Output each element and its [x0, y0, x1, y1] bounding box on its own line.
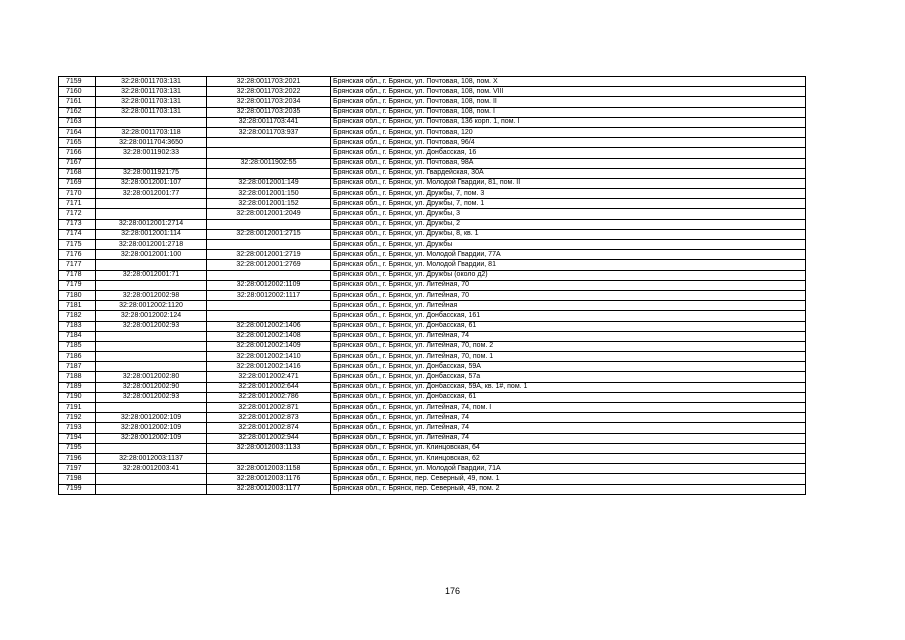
parcel-number-cell: 32:28:0012002:124 — [96, 311, 207, 321]
address-cell: Брянская обл., г. Брянск, ул. Дружбы, 7, пом. 3 — [331, 189, 806, 199]
address-cell: Брянская обл., г. Брянск, ул. Почтовая, 108, пом. I — [331, 107, 806, 117]
object-number-cell: 32:28:0012001:2715 — [207, 229, 331, 239]
parcel-number-cell: 32:28:0012001:2714 — [96, 219, 207, 229]
object-number-cell: 32:28:0012001:2769 — [207, 260, 331, 270]
parcel-number-cell: 32:28:0012001:71 — [96, 270, 207, 280]
address-cell: Брянская обл., г. Брянск, пер. Северный, 49, пом. 2 — [331, 484, 806, 494]
table-row — [59, 87, 806, 97]
row-number-cell: 7182 — [59, 311, 96, 321]
parcel-number-cell: 32:28:0012002:90 — [96, 382, 207, 392]
object-number-cell — [207, 453, 331, 463]
object-number-cell: 32:28:0012002:786 — [207, 392, 331, 402]
address-cell: Брянская обл., г. Брянск, ул. Почтовая, 108, пом. II — [331, 97, 806, 107]
object-number-cell — [207, 138, 331, 148]
table-row — [59, 168, 806, 178]
row-number-cell: 7169 — [59, 178, 96, 188]
address-cell: Брянская обл., г. Брянск, ул. Донбасская, 61 — [331, 392, 806, 402]
object-number-cell — [207, 240, 331, 250]
table-row — [59, 290, 806, 300]
row-number-cell: 7199 — [59, 484, 96, 494]
object-number-cell: 32:28:0011703:2035 — [207, 107, 331, 117]
object-number-cell — [207, 270, 331, 280]
registry-table — [58, 76, 806, 495]
row-number-cell: 7174 — [59, 229, 96, 239]
address-cell: Брянская обл., г. Брянск, ул. Клинцовская, 64 — [331, 443, 806, 453]
address-cell: Брянская обл., г. Брянск, пер. Северный, 49, пом. 1 — [331, 474, 806, 484]
table-row — [59, 158, 806, 168]
address-cell: Брянская обл., г. Брянск, ул. Дружбы — [331, 240, 806, 250]
row-number-cell: 7191 — [59, 403, 96, 413]
parcel-number-cell — [96, 341, 207, 351]
address-cell: Брянская обл., г. Брянск, ул. Почтовая, 120 — [331, 127, 806, 137]
table-row — [59, 321, 806, 331]
parcel-number-cell: 32:28:0012003:41 — [96, 464, 207, 474]
address-cell: Брянская обл., г. Брянск, ул. Гвардейская, 30А — [331, 168, 806, 178]
parcel-number-cell: 32:28:0011921:75 — [96, 168, 207, 178]
parcel-number-cell: 32:28:0012001:107 — [96, 178, 207, 188]
table-row — [59, 199, 806, 209]
parcel-number-cell — [96, 352, 207, 362]
address-cell: Брянская обл., г. Брянск, ул. Почтовая, 108, пом. X — [331, 77, 806, 87]
table-row — [59, 311, 806, 321]
address-cell: Брянская обл., г. Брянск, ул. Литейная, 74, пом. I — [331, 403, 806, 413]
object-number-cell: 32:28:0012001:2049 — [207, 209, 331, 219]
row-number-cell: 7176 — [59, 250, 96, 260]
parcel-number-cell — [96, 331, 207, 341]
object-number-cell — [207, 311, 331, 321]
parcel-number-cell: 32:28:0012002:80 — [96, 372, 207, 382]
row-number-cell: 7171 — [59, 199, 96, 209]
table-row — [59, 464, 806, 474]
row-number-cell: 7181 — [59, 301, 96, 311]
object-number-cell: 32:28:0012002:1416 — [207, 362, 331, 372]
parcel-number-cell — [96, 403, 207, 413]
table-row — [59, 341, 806, 351]
row-number-cell: 7179 — [59, 280, 96, 290]
table-row — [59, 352, 806, 362]
object-number-cell: 32:28:0011703:2034 — [207, 97, 331, 107]
row-number-cell: 7184 — [59, 331, 96, 341]
address-cell: Брянская обл., г. Брянск, ул. Донбасская, 161 — [331, 311, 806, 321]
parcel-number-cell: 32:28:0012001:77 — [96, 189, 207, 199]
object-number-cell: 32:28:0012002:1117 — [207, 290, 331, 300]
address-cell: Брянская обл., г. Брянск, ул. Донбасская, 57а — [331, 372, 806, 382]
row-number-cell: 7165 — [59, 138, 96, 148]
object-number-cell — [207, 168, 331, 178]
parcel-number-cell: 32:28:0012002:93 — [96, 321, 207, 331]
table-row — [59, 219, 806, 229]
address-cell: Брянская обл., г. Брянск, ул. Дружбы, 7, пом. 1 — [331, 199, 806, 209]
object-number-cell: 32:28:0012003:1177 — [207, 484, 331, 494]
table-row — [59, 260, 806, 270]
table-row — [59, 280, 806, 290]
row-number-cell: 7190 — [59, 392, 96, 402]
parcel-number-cell: 32:28:0011704:3650 — [96, 138, 207, 148]
address-cell: Брянская обл., г. Брянск, ул. Молодой Гвардии, 81 — [331, 260, 806, 270]
address-cell: Брянская обл., г. Брянск, ул. Литейная, 74 — [331, 331, 806, 341]
object-number-cell: 32:28:0012001:152 — [207, 199, 331, 209]
parcel-number-cell — [96, 158, 207, 168]
object-number-cell: 32:28:0012002:1109 — [207, 280, 331, 290]
parcel-number-cell — [96, 209, 207, 219]
object-number-cell: 32:28:0012003:1133 — [207, 443, 331, 453]
address-cell: Брянская обл., г. Брянск, ул. Почтовая, 136 корп. 1, пом. I — [331, 117, 806, 127]
table-row — [59, 148, 806, 158]
object-number-cell: 32:28:0012003:1158 — [207, 464, 331, 474]
address-cell: Брянская обл., г. Брянск, ул. Почтовая, 98А — [331, 158, 806, 168]
address-cell: Брянская обл., г. Брянск, ул. Почтовая, 108, пом. VIII — [331, 87, 806, 97]
table-row — [59, 423, 806, 433]
object-number-cell: 32:28:0011703:441 — [207, 117, 331, 127]
row-number-cell: 7172 — [59, 209, 96, 219]
table-row — [59, 240, 806, 250]
address-cell: Брянская обл., г. Брянск, ул. Дружбы, 3 — [331, 209, 806, 219]
table-row — [59, 433, 806, 443]
row-number-cell: 7163 — [59, 117, 96, 127]
parcel-number-cell: 32:28:0012001:2718 — [96, 240, 207, 250]
parcel-number-cell: 32:28:0012001:114 — [96, 229, 207, 239]
object-number-cell: 32:28:0012002:1408 — [207, 331, 331, 341]
address-cell: Брянская обл., г. Брянск, ул. Литейная, 74 — [331, 433, 806, 443]
table-row — [59, 77, 806, 87]
table-row — [59, 392, 806, 402]
row-number-cell: 7189 — [59, 382, 96, 392]
address-cell: Брянская обл., г. Брянск, ул. Молодой Гвардии, 71А — [331, 464, 806, 474]
parcel-number-cell: 32:28:0011703:131 — [96, 107, 207, 117]
table-row — [59, 453, 806, 463]
parcel-number-cell: 32:28:0011703:118 — [96, 127, 207, 137]
parcel-number-cell: 32:28:0011703:131 — [96, 97, 207, 107]
parcel-number-cell — [96, 260, 207, 270]
row-number-cell: 7159 — [59, 77, 96, 87]
parcel-number-cell: 32:28:0011703:131 — [96, 87, 207, 97]
object-number-cell: 32:28:0012001:150 — [207, 189, 331, 199]
row-number-cell: 7167 — [59, 158, 96, 168]
row-number-cell: 7187 — [59, 362, 96, 372]
row-number-cell: 7192 — [59, 413, 96, 423]
table-row — [59, 250, 806, 260]
parcel-number-cell — [96, 474, 207, 484]
row-number-cell: 7168 — [59, 168, 96, 178]
parcel-number-cell: 32:28:0011703:131 — [96, 77, 207, 87]
row-number-cell: 7166 — [59, 148, 96, 158]
address-cell: Брянская обл., г. Брянск, ул. Литейная, 70 — [331, 280, 806, 290]
row-number-cell: 7161 — [59, 97, 96, 107]
object-number-cell: 32:28:0012002:471 — [207, 372, 331, 382]
object-number-cell: 32:28:0012003:1176 — [207, 474, 331, 484]
page-number: 176 — [444, 586, 461, 596]
row-number-cell: 7164 — [59, 127, 96, 137]
row-number-cell: 7175 — [59, 240, 96, 250]
row-number-cell: 7160 — [59, 87, 96, 97]
address-cell: Брянская обл., г. Брянск, ул. Литейная, 70, пом. 1 — [331, 352, 806, 362]
address-cell: Брянская обл., г. Брянск, ул. Дружбы, 2 — [331, 219, 806, 229]
row-number-cell: 7195 — [59, 443, 96, 453]
address-cell: Брянская обл., г. Брянск, ул. Почтовая, 96/4 — [331, 138, 806, 148]
address-cell: Брянская обл., г. Брянск, ул. Литейная, 70 — [331, 290, 806, 300]
object-number-cell: 32:28:0011902:55 — [207, 158, 331, 168]
table-row — [59, 331, 806, 341]
object-number-cell: 32:28:0012002:1406 — [207, 321, 331, 331]
address-cell: Брянская обл., г. Брянск, ул. Литейная, 70, пом. 2 — [331, 341, 806, 351]
table-row — [59, 382, 806, 392]
table-row — [59, 178, 806, 188]
object-number-cell: 32:28:0012002:873 — [207, 413, 331, 423]
table-row — [59, 209, 806, 219]
address-cell: Брянская обл., г. Брянск, ул. Литейная, 74 — [331, 413, 806, 423]
object-number-cell: 32:28:0012002:1409 — [207, 341, 331, 351]
object-number-cell: 32:28:0012001:149 — [207, 178, 331, 188]
address-cell: Брянская обл., г. Брянск, ул. Донбасская, 16 — [331, 148, 806, 158]
row-number-cell: 7186 — [59, 352, 96, 362]
address-cell: Брянская обл., г. Брянск, ул. Дружбы (около д2) — [331, 270, 806, 280]
parcel-number-cell: 32:28:0012002:109 — [96, 413, 207, 423]
parcel-number-cell — [96, 484, 207, 494]
object-number-cell: 32:28:0011703:937 — [207, 127, 331, 137]
table-row — [59, 301, 806, 311]
parcel-number-cell — [96, 280, 207, 290]
table-row — [59, 127, 806, 137]
object-number-cell — [207, 219, 331, 229]
parcel-number-cell — [96, 117, 207, 127]
object-number-cell: 32:28:0012002:644 — [207, 382, 331, 392]
address-cell: Брянская обл., г. Брянск, ул. Донбасская, 59А, кв. 1#, пом. 1 — [331, 382, 806, 392]
parcel-number-cell: 32:28:0012002:1120 — [96, 301, 207, 311]
row-number-cell: 7162 — [59, 107, 96, 117]
object-number-cell: 32:28:0012002:871 — [207, 403, 331, 413]
object-number-cell: 32:28:0012002:944 — [207, 433, 331, 443]
table-row — [59, 189, 806, 199]
row-number-cell: 7180 — [59, 290, 96, 300]
parcel-number-cell: 32:28:0012003:1137 — [96, 453, 207, 463]
object-number-cell: 32:28:0011703:2021 — [207, 77, 331, 87]
address-cell: Брянская обл., г. Брянск, ул. Молодой Гвардии, 77А — [331, 250, 806, 260]
registry-table-body — [59, 77, 806, 495]
parcel-number-cell: 32:28:0012002:109 — [96, 433, 207, 443]
parcel-number-cell — [96, 199, 207, 209]
table-row — [59, 372, 806, 382]
row-number-cell: 7178 — [59, 270, 96, 280]
table-row — [59, 443, 806, 453]
object-number-cell: 32:28:0011703:2022 — [207, 87, 331, 97]
table-row — [59, 107, 806, 117]
table-row — [59, 474, 806, 484]
row-number-cell: 7177 — [59, 260, 96, 270]
table-row — [59, 413, 806, 423]
address-cell: Брянская обл., г. Брянск, ул. Молодой Гвардии, 81, пом. II — [331, 178, 806, 188]
parcel-number-cell — [96, 362, 207, 372]
address-cell: Брянская обл., г. Брянск, ул. Донбасская, 61 — [331, 321, 806, 331]
row-number-cell: 7197 — [59, 464, 96, 474]
row-number-cell: 7193 — [59, 423, 96, 433]
object-number-cell: 32:28:0012001:2719 — [207, 250, 331, 260]
row-number-cell: 7183 — [59, 321, 96, 331]
row-number-cell: 7170 — [59, 189, 96, 199]
row-number-cell: 7173 — [59, 219, 96, 229]
row-number-cell: 7198 — [59, 474, 96, 484]
parcel-number-cell: 32:28:0012002:93 — [96, 392, 207, 402]
table-row — [59, 117, 806, 127]
table-row — [59, 362, 806, 372]
parcel-number-cell: 32:28:0011902:33 — [96, 148, 207, 158]
parcel-number-cell: 32:28:0012001:100 — [96, 250, 207, 260]
table-row — [59, 403, 806, 413]
row-number-cell: 7185 — [59, 341, 96, 351]
row-number-cell: 7196 — [59, 453, 96, 463]
object-number-cell — [207, 301, 331, 311]
table-row — [59, 138, 806, 148]
parcel-number-cell — [96, 443, 207, 453]
row-number-cell: 7188 — [59, 372, 96, 382]
address-cell: Брянская обл., г. Брянск, ул. Дружбы, 8, кв. 1 — [331, 229, 806, 239]
table-row — [59, 484, 806, 494]
object-number-cell: 32:28:0012002:1410 — [207, 352, 331, 362]
object-number-cell: 32:28:0012002:874 — [207, 423, 331, 433]
address-cell: Брянская обл., г. Брянск, ул. Литейная — [331, 301, 806, 311]
table-row — [59, 97, 806, 107]
table-row — [59, 229, 806, 239]
parcel-number-cell: 32:28:0012002:109 — [96, 423, 207, 433]
row-number-cell: 7194 — [59, 433, 96, 443]
address-cell: Брянская обл., г. Брянск, ул. Донбасская, 59А — [331, 362, 806, 372]
parcel-number-cell: 32:28:0012002:98 — [96, 290, 207, 300]
address-cell: Брянская обл., г. Брянск, ул. Литейная, 74 — [331, 423, 806, 433]
address-cell: Брянская обл., г. Брянск, ул. Клинцовская, 62 — [331, 453, 806, 463]
table-row — [59, 270, 806, 280]
object-number-cell — [207, 148, 331, 158]
